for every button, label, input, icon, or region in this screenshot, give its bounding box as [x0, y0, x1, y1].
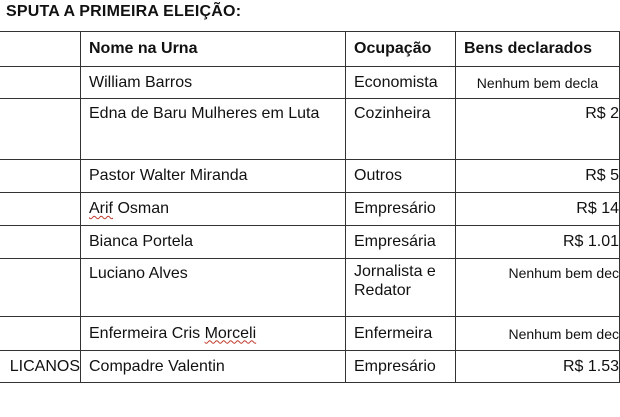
candidate-occupation: Empresário [346, 193, 456, 226]
table-row [0, 226, 620, 259]
party-cell [0, 317, 81, 351]
section-heading: SPUTA A PRIMEIRA ELEIÇÃO: [6, 3, 242, 20]
party-cell [0, 99, 81, 160]
party-cell [0, 160, 81, 193]
party-cell [0, 226, 81, 259]
table-row [0, 351, 620, 383]
candidate-occupation: Enfermeira [346, 317, 456, 351]
table-row [0, 317, 620, 351]
candidate-name: Pastor Walter Miranda [81, 160, 346, 193]
candidate-occupation: Empresário [346, 351, 456, 383]
candidate-name: William Barros [81, 67, 346, 99]
candidate-name: Edna de Baru Mulheres em Luta [81, 99, 346, 160]
candidate-occupation: Outros [346, 160, 456, 193]
table-row [0, 67, 620, 99]
candidates-table [0, 31, 620, 383]
candidate-occupation: Economista [346, 67, 456, 99]
candidate-name: Compadre Valentin [81, 351, 346, 383]
header-name: Nome na Urna [81, 32, 346, 67]
candidate-name: Arif Osman [81, 193, 346, 226]
header-occupation: Ocupação [346, 32, 456, 67]
candidate-name: Luciano Alves [81, 259, 346, 317]
candidate-occupation: Jornalista e Redator [346, 259, 456, 317]
candidate-assets: R$ 14 [456, 193, 620, 226]
candidate-name: Enfermeira Cris Morceli [81, 317, 346, 351]
candidate-assets: R$ 5 [456, 160, 620, 193]
table-row [0, 160, 620, 193]
candidate-assets: Nenhum bem dec [456, 317, 620, 351]
candidate-name: Bianca Portela [81, 226, 346, 259]
party-cell [0, 193, 81, 226]
header-party-cell [0, 32, 81, 67]
candidate-assets: Nenhum bem decla [456, 67, 620, 99]
party-cell [0, 259, 81, 317]
table-row [0, 99, 620, 160]
table-row [0, 259, 620, 317]
candidate-occupation: Cozinheira [346, 99, 456, 160]
candidate-assets: R$ 2 [456, 99, 620, 160]
candidate-assets: Nenhum bem dec [456, 259, 620, 317]
table-header-row [0, 32, 620, 67]
table-row [0, 193, 620, 226]
candidate-occupation: Empresária [346, 226, 456, 259]
party-cell: LICANOS [0, 351, 81, 383]
candidate-assets: R$ 1.53 [456, 351, 620, 383]
candidate-assets: R$ 1.01 [456, 226, 620, 259]
party-cell [0, 67, 81, 99]
header-assets: Bens declarados [456, 32, 620, 67]
